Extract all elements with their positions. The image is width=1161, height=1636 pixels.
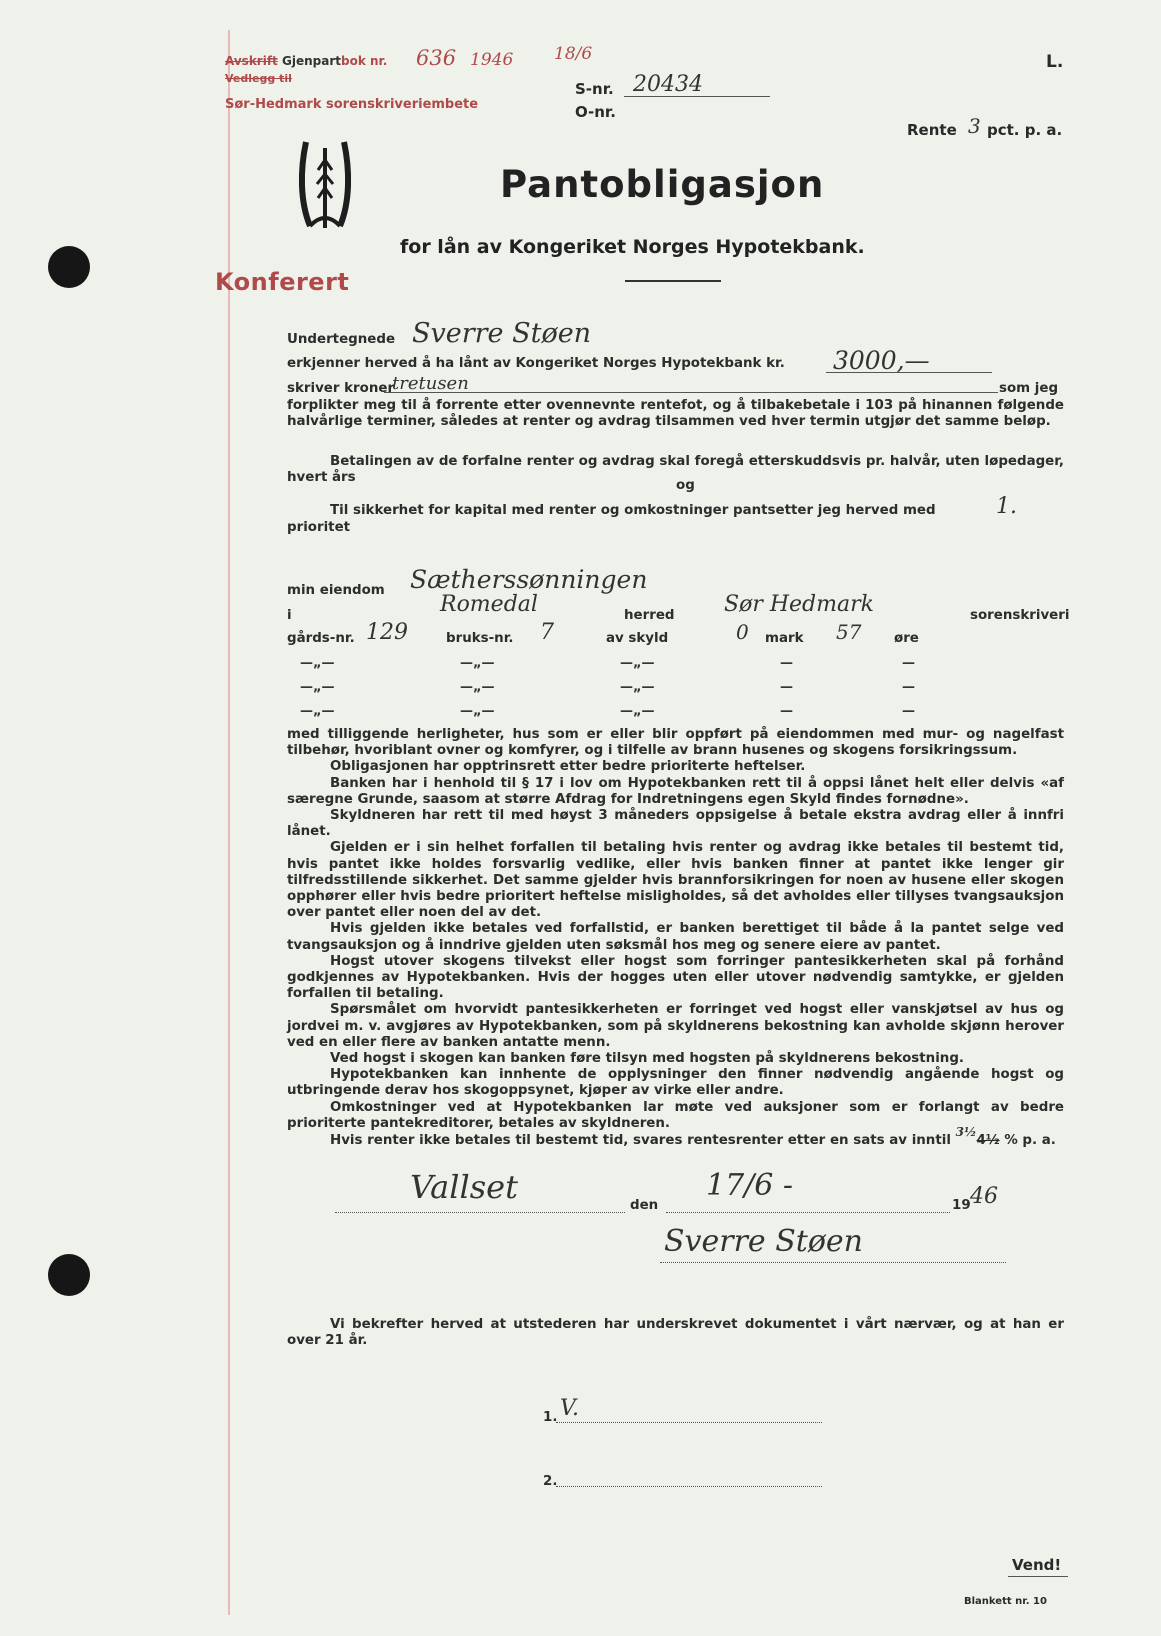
signature-place: Vallset	[410, 1168, 518, 1206]
term-paragraph: Skyldneren har rett til med høyst 3 måneders oppsigelse å betale ekstra avdrag eller å innfri lånet.	[287, 808, 1064, 840]
sikkerhet-text: Til sikkerhet for kapital med renter og omkostninger pantsetter jeg herved med	[330, 503, 936, 518]
snr-value: 20434	[633, 72, 703, 97]
betalingen-text: Betalingen av de forfalne renter og avdrag skal foregå etterskuddsvis pr. halvår, uten løpedager, hvert års	[287, 454, 1064, 486]
interest-struck: 4½	[976, 1133, 1000, 1149]
term-paragraph: med tilliggende herligheter, hus som er eller blir oppført på eiendommen med mur- og nagelfast tilbehør, hvoriblant ovner og komfyrer, og i tilfelle av brann husenes og skogens forsikringssum.	[287, 727, 1064, 759]
konferert-stamp: Konferert	[215, 268, 350, 296]
term-paragraph: Spørsmålet om hvorvidt pantesikkerheten er forringet ved hogst eller vanskjøtsel av hus og jordvei m. v. avgjøres av Hypotekbanken, som på skyldnerens bekostning kan avholde skjønn herover ved en eller flere av banken antatte menn.	[287, 1002, 1064, 1050]
ore-label: øre	[894, 631, 919, 646]
stamp-bok-nr: bok nr.	[340, 54, 388, 68]
rente-label: Rente	[907, 121, 957, 139]
terms-block	[287, 727, 1064, 1149]
prioritet-value: 1.	[996, 494, 1017, 519]
snr-underline	[624, 96, 770, 97]
book-year: 1946	[470, 50, 514, 70]
interest-line	[287, 1125, 1064, 1149]
punch-hole-top	[48, 246, 90, 288]
eiendom-label: min eiendom	[287, 583, 385, 598]
snr-label: S-nr.	[575, 80, 614, 98]
term-paragraph: Gjelden er i sin helhet forfallen til betaling hvis renter og avdrag ikke betales til bestemt tid, hvis pantet ikke holdes forsvarlig vedlike, eller hvis banken finner at pantet ikke lenger gir tilfredsstillende sikkerhet. Det samme gjelder hvis brannforsikringen for noen av husene eller skogen opphører eller hvis bedre prioritert heftelse misligholdes, så det avholdes eller tillyses tvangsauksjon over pantet eller noen del av det.	[287, 840, 1064, 921]
stamp-line-2: Vedlegg til	[225, 72, 292, 85]
term-paragraph: Hvis gjelden ikke betales ved forfallstid, er banken berettiget til både å la pantet selge ved tvangsauksjon og å inndrive gjelden uten søksmål hos meg og senere eiere av pantet.	[287, 921, 1064, 953]
stamp-line-1	[225, 54, 387, 68]
year-suffix: 46	[970, 1184, 998, 1209]
dash-mark: —	[902, 704, 915, 719]
herred-value: Romedal	[440, 592, 538, 617]
sorenskriveri-label: sorenskriveri	[970, 608, 1070, 623]
debtor-signature: Sverre Støen	[664, 1224, 863, 1259]
og-word: og	[676, 478, 695, 493]
stamp-gjenpart: Gjenpart	[281, 54, 341, 68]
witness-1-dotline	[556, 1422, 822, 1423]
term-paragraph: Omkostninger ved at Hypotekbanken lar møte ved auksjoner som er forlangt av bedre prioriterte pantekreditorer, betales av skyldneren.	[287, 1099, 1064, 1131]
onr-label: O-nr.	[575, 103, 616, 121]
witness-1-value: V.	[560, 1396, 580, 1421]
rente-value: 3	[968, 114, 981, 138]
ditto-mark: —„—	[300, 704, 335, 719]
dash-mark: —	[902, 656, 915, 671]
year-prefix: 19	[952, 1198, 971, 1213]
sorenskriveri-value: Sør Hedmark	[724, 592, 874, 617]
dash-mark: —	[780, 680, 793, 695]
mark-value: 0	[736, 620, 749, 644]
i-label: i	[287, 608, 292, 623]
interest-text: Hvis renter ikke betales til bestemt tid, svares rentesrenter etter en sats av inntil	[330, 1133, 951, 1149]
ditto-mark: —„—	[620, 680, 655, 695]
ditto-mark: —„—	[620, 656, 655, 671]
ditto-mark: —„—	[460, 704, 495, 719]
herred-label: herred	[624, 608, 675, 623]
stamp-line-3: Sør-Hedmark sorenskriveriembete	[225, 97, 479, 112]
som-jeg: som jeg	[999, 381, 1059, 396]
blankett-number: Blankett nr. 10	[964, 1596, 1047, 1607]
term-paragraph: Hogst utover skogens tilvekst eller hogst som forringer pantesikkerheten skal på forhånd godkjennes av Hypotekbanken. Hvis der hogges uten eller utover nødvendig samtykke, er gjelden forfallen til betaling.	[287, 953, 1064, 1002]
rente-suffix: pct. p. a.	[987, 121, 1063, 139]
forplikter-paragraph	[287, 398, 1064, 430]
witness-1-label: 1.	[543, 1410, 558, 1425]
ore-value: 57	[836, 620, 862, 644]
ditto-mark: —„—	[300, 680, 335, 695]
gards-label: gårds-nr.	[287, 631, 355, 646]
ditto-mark: —„—	[460, 680, 495, 695]
witness-2-dotline	[556, 1486, 822, 1487]
witness-2-label: 2.	[543, 1474, 558, 1489]
ditto-mark: —„—	[300, 656, 335, 671]
skriver-value: tretusen	[392, 373, 469, 394]
term-paragraph: Hypotekbanken kan innhente de opplysninger den finner nødvendig angående hogst og utbringende derav hos skogoppsynet, kjøper av virke eller andre.	[287, 1067, 1064, 1099]
skriver-underline	[384, 392, 998, 393]
interest-suffix: % p. a.	[1004, 1133, 1056, 1149]
undertegnede-label: Undertegnede	[287, 332, 396, 347]
vend-label: Vend!	[1012, 1556, 1062, 1574]
den-label: den	[630, 1198, 659, 1213]
punch-hole-bottom	[48, 1254, 90, 1296]
erkjenner-text: erkjenner herved å ha lånt av Kongeriket Norges Hypotekbank kr.	[287, 356, 785, 371]
date-dotline	[666, 1212, 950, 1213]
skriver-label: skriver kroner	[287, 381, 395, 396]
gards-value: 129	[366, 620, 408, 645]
bruks-value: 7	[540, 620, 554, 645]
signature-dotline	[660, 1262, 1006, 1263]
ditto-mark: —„—	[620, 704, 655, 719]
document-subtitle: for lån av Kongeriket Norges Hypotekbank.	[400, 236, 865, 258]
document-title: Pantobligasjon	[500, 163, 825, 206]
signature-date: 17/6 -	[706, 1168, 794, 1203]
corner-letter: L.	[1046, 52, 1064, 72]
ditto-mark: —„—	[460, 656, 495, 671]
dash-mark: —	[780, 704, 793, 719]
stamp-avskrift: Avskrift	[225, 54, 278, 68]
place-dotline	[335, 1212, 625, 1213]
book-date: 18/6	[554, 44, 593, 64]
dash-mark: —	[780, 656, 793, 671]
bruks-label: bruks-nr.	[446, 631, 514, 646]
hypotekbank-logo-icon	[296, 140, 354, 232]
eiendom-value: Sætherssønningen	[410, 565, 648, 594]
dash-mark: —	[902, 680, 915, 695]
prioritet-label: prioritet	[287, 520, 351, 535]
forplikter-text: forplikter meg til å forrente etter ovennevnte rentefot, og å tilbakebetale i 103 på hinannen følgende halvårlige terminer, således at renter og avdrag tilsammen ved hver termin utgjør det samme beløp.	[287, 398, 1064, 430]
term-paragraph: Ved hogst i skogen kan banken føre tilsyn med hogsten på skyldnerens bekostning.	[330, 1051, 964, 1067]
term-paragraph: Banken har i henhold til § 17 i lov om Hypotekbanken rett til å oppsi lånet helt eller delvis «af særegne Grunde, saasom at større Afdrag for Indretningens egen Skyld findes fornødne».	[287, 775, 1064, 807]
skyld-label: av skyld	[606, 631, 669, 646]
mark-label: mark	[765, 631, 804, 646]
amount-value: 3000,—	[833, 346, 930, 375]
title-rule	[625, 280, 721, 282]
interest-handwritten: 3½	[955, 1125, 977, 1140]
amount-underline	[826, 372, 992, 373]
witness-paragraph	[287, 1317, 1064, 1349]
vend-underline	[1008, 1576, 1068, 1577]
book-number: 636	[416, 46, 457, 70]
undertegnede-value: Sverre Støen	[412, 318, 592, 349]
witness-text: Vi bekrefter herved at utstederen har underskrevet dokumentet i vårt nærvær, og at han er over 21 år.	[287, 1317, 1064, 1349]
term-paragraph: Obligasjonen har opptrinsrett etter bedre prioriterte heftelser.	[330, 759, 806, 775]
